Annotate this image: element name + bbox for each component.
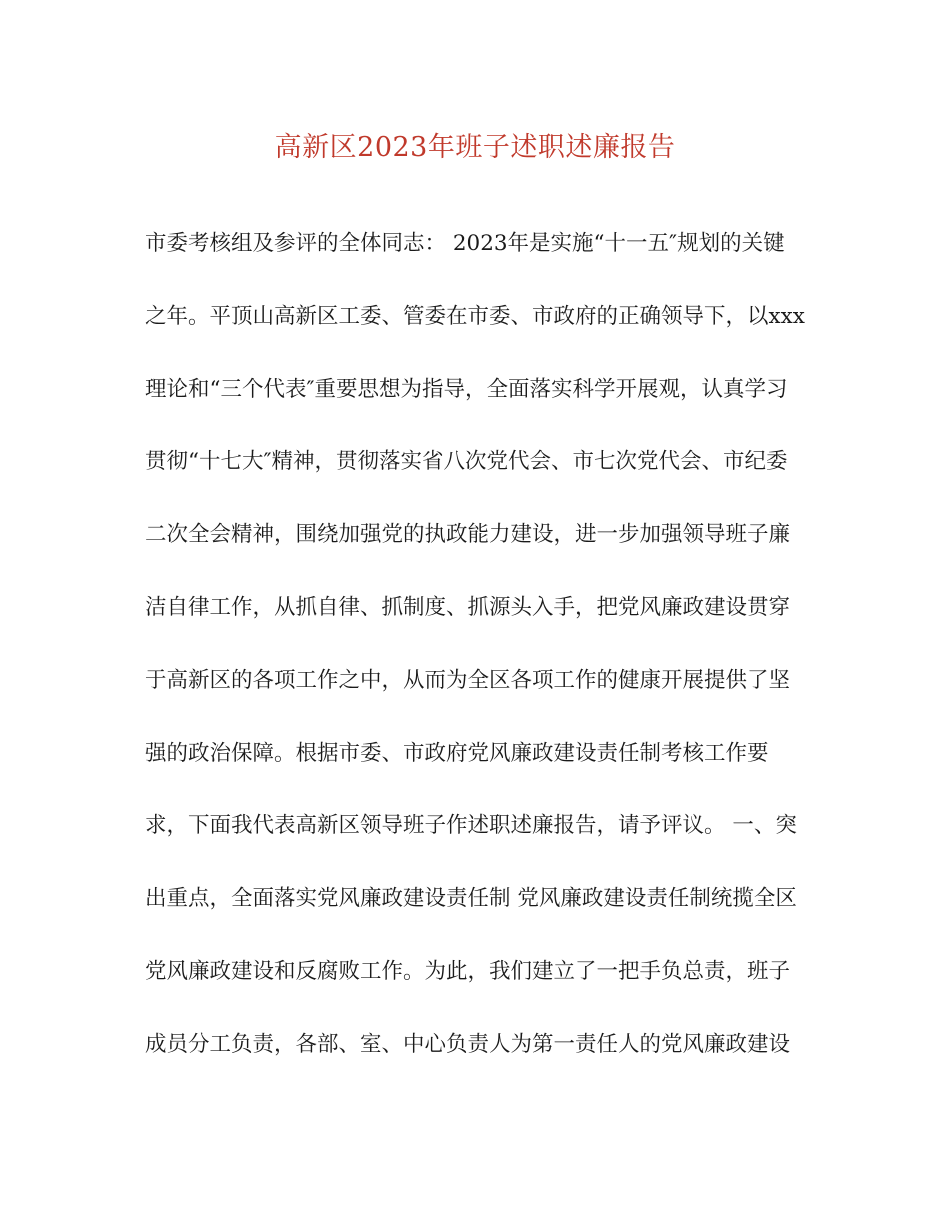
body-line-10: 出重点，全面落实党风廉政建设责任制 党风廉政建设责任制统揽全区	[145, 886, 797, 912]
body-line-9: 求，下面我代表高新区领导班子作述职述廉报告，请予评议。 一、突	[145, 813, 797, 839]
body-line-11: 党风廉政建设和反腐败工作。为此，我们建立了一把手负总责，班子	[145, 958, 791, 984]
body-line-3: 理论和“三个代表″重要思想为指导，全面落实科学开展观，认真学习	[145, 376, 788, 402]
body-line-2: 之年。平顶山高新区工委、管委在市委、市政府的正确领导下，以xxx	[145, 303, 805, 329]
body-line-6: 洁自律工作，从抓自律、抓制度、抓源头入手，把党风廉政建设贯穿	[145, 594, 791, 620]
body-line-5: 二次全会精神，围绕加强党的执政能力建设，进一步加强领导班子廉	[145, 522, 791, 548]
body-line-1: 市委考核组及参评的全体同志： 2023年是实施“十一五″规划的关键	[145, 231, 785, 256]
document-body	[145, 208, 825, 1082]
body-line-8: 强的政治保障。根据市委、市政府党风廉政建设责任制考核工作要	[145, 740, 769, 766]
body-line-7: 于高新区的各项工作之中，从而为全区各项工作的健康开展提供了坚	[145, 667, 791, 693]
body-line-12: 成员分工负责，各部、室、中心负责人为第一责任人的党风廉政建设	[145, 1031, 791, 1057]
document-title: 高新区2023年班子述职述廉报告	[274, 132, 676, 163]
body-line-4: 贯彻“十七大″精神，贯彻落实省八次党代会、市七次党代会、市纪委	[145, 449, 788, 475]
